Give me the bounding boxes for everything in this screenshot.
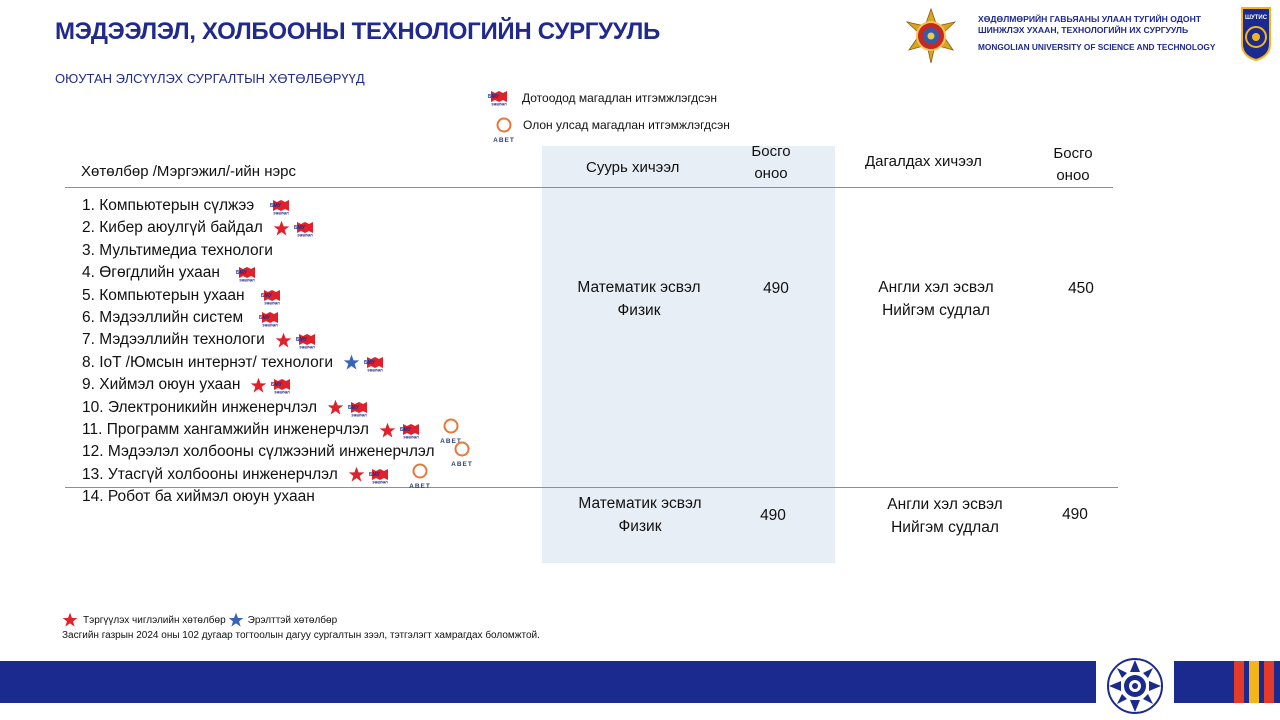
- university-name-line1: ХӨДӨЛМӨРИЙН ГАВЬЯАНЫ УЛААН ТУГИЙН ОДОНТ: [978, 14, 1202, 24]
- mnca-badge-subtext: ЗӨВЛӨЛ: [263, 301, 280, 305]
- header-divider: [65, 187, 1113, 188]
- abet-badge-text: ABET: [493, 137, 515, 144]
- group2-base-score: 490: [760, 507, 786, 524]
- program-name: 14. Робот ба хиймэл оюун ухаан: [82, 488, 315, 506]
- program-row: [82, 464, 477, 491]
- col-header-base-score-line2: оноо: [754, 165, 788, 182]
- mnca-badge-text: БМУ: [488, 94, 499, 100]
- mnca-badge-icon: [234, 265, 260, 289]
- university-name-line2: ШИНЖЛЭХ УХААН, ТЕХНОЛОГИЙН ИХ СУРГУУЛЬ: [978, 25, 1189, 35]
- group2-extra-subject-line1: Англи хэл эсвэл: [887, 496, 1003, 513]
- university-shield-logo: [1240, 6, 1272, 62]
- mnca-badge-icon: [294, 332, 320, 356]
- group1-extra-subject: [866, 276, 1006, 322]
- program-name: 7. Мэдээллийн технологи: [82, 331, 265, 349]
- mnca-badge-subtext: ЗӨВЛӨЛ: [262, 323, 278, 327]
- program-row: [82, 352, 477, 374]
- legend-domestic: [486, 89, 717, 106]
- footer-joint-label: Эрэлттэй хөтөлбөр: [247, 614, 338, 626]
- program-name: 9. Хиймэл оюун ухаан: [82, 376, 241, 394]
- university-emblem-icon: [1104, 655, 1166, 717]
- program-name: 2. Кибер аюулгүй байдал: [82, 219, 263, 237]
- mnca-badge-text: БМУ: [235, 270, 247, 277]
- program-row: [82, 262, 477, 284]
- mnca-badge-text: БМУ: [368, 471, 380, 478]
- group2-base-subject-line2: Физик: [618, 518, 662, 535]
- col-header-program: Хөтөлбөр /Мэргэжил/-ийн нэрс: [81, 163, 297, 180]
- red-star-icon: [62, 612, 78, 628]
- red-star-icon: [327, 399, 344, 416]
- mnca-badge-icon: [268, 198, 294, 222]
- mnca-badge-subtext: ЗӨВЛӨЛ: [297, 233, 313, 238]
- footer-priority-label: Тэргүүлэх чиглэлийн хөтөлбөр: [83, 614, 226, 626]
- program-name: 8. IoT /Юмсын интернэт/ технологи: [82, 353, 334, 371]
- university-medal-icon: [903, 8, 959, 64]
- mnca-badge-icon: [269, 377, 295, 401]
- group2-base-subject-line1: Математик эсвэл: [578, 495, 702, 512]
- blue-star-icon: [228, 612, 244, 628]
- program-name: 4. Өгөгдлийн ухаан: [82, 264, 220, 282]
- mnca-badge-subtext: ЗӨВЛӨЛ: [239, 278, 255, 283]
- program-row: [82, 419, 477, 446]
- program-name: 5. Компьютерын ухаан: [82, 286, 245, 304]
- program-name: 10. Электроникийн инженерчлэл: [82, 398, 318, 416]
- col-header-base: Суурь хичээл: [586, 159, 680, 176]
- red-star-icon: [275, 332, 292, 349]
- mnca-badge-icon: [398, 422, 424, 446]
- program-name: 3. Мультимедиа технологи: [82, 241, 273, 259]
- mnca-badge-subtext: ЗӨВЛӨЛ: [403, 435, 419, 439]
- mnca-badge-icon: [367, 467, 393, 491]
- col-header-extra: Дагалдах хичээл: [865, 153, 982, 170]
- group1-extra-score: 450: [1068, 280, 1094, 297]
- program-name: 11. Программ хангамжийн инженерчлэл: [82, 420, 369, 438]
- legend-international: [489, 116, 730, 144]
- group2-extra-score: 490: [1062, 506, 1088, 523]
- program-name: 12. Мэдээлэл холбооны сүлжээний инженерчлэл: [82, 443, 435, 461]
- red-star-icon: [250, 377, 267, 394]
- abet-badge-icon: [489, 116, 519, 144]
- blue-star-icon: [343, 354, 360, 371]
- red-star-icon: [273, 220, 290, 237]
- group1-base-score: 490: [763, 280, 789, 297]
- program-row: [82, 307, 477, 329]
- program-list: [82, 195, 477, 508]
- program-row: [82, 195, 477, 217]
- page-subtitle: ОЮУТАН ЭЛСҮҮЛЭХ СУРГАЛТЫН ХӨТӨЛБӨРҮҮД: [55, 71, 365, 86]
- program-row: [82, 374, 477, 396]
- program-row: [82, 285, 477, 307]
- col-header-base-score-line1: Босго: [751, 143, 791, 160]
- mnca-badge-icon: [486, 89, 512, 106]
- mnca-badge-subtext: ЗӨВЛӨЛ: [372, 480, 388, 484]
- stripe-red-1: [1234, 661, 1244, 703]
- abet-badge-text: ABET: [450, 460, 473, 468]
- mnca-badge-text: БМУ: [271, 382, 283, 389]
- col-header-extra-score: [1038, 143, 1108, 187]
- mnca-badge-text: БМУ: [270, 203, 282, 209]
- group1-extra-subject-line2: Нийгэм судлал: [882, 302, 990, 319]
- abet-badge-icon: [405, 462, 435, 497]
- bottom-bar: [0, 661, 1280, 703]
- mnca-badge-subtext: ЗӨВЛӨЛ: [274, 390, 291, 395]
- mnca-badge-icon: [292, 220, 318, 244]
- shield-label: ШУТИС: [1244, 15, 1268, 21]
- mnca-badge-text: БМУ: [364, 359, 375, 366]
- program-name: 13. Утасгүй холбооны инженерчлэл: [82, 465, 338, 483]
- group1-extra-subject-line1: Англи хэл эсвэл: [878, 279, 994, 296]
- red-star-icon: [348, 466, 365, 483]
- group2-extra-subject: [875, 493, 1015, 539]
- mnca-badge-subtext: ЗӨВЛӨЛ: [351, 413, 367, 417]
- group2-base-subject: [570, 492, 710, 538]
- group2-extra-subject-line2: Нийгэм судлал: [891, 519, 999, 536]
- mnca-badge-text: БМУ: [259, 314, 271, 321]
- group1-base-subject-line2: Физик: [617, 302, 661, 319]
- program-name: 1. Компьютерын сүлжээ: [82, 197, 255, 214]
- mnca-badge-subtext: ЗӨВЛӨЛ: [367, 368, 383, 372]
- legend-international-label: Олон улсад магадлан итгэмжлэгдсэн: [523, 117, 730, 132]
- mnca-badge-text: БМУ: [348, 404, 359, 411]
- program-name: 6. Мэдээллийн систем: [82, 308, 244, 326]
- red-star-icon: [379, 422, 396, 439]
- group1-base-subject: [572, 276, 706, 322]
- mnca-badge-subtext: ЗӨВЛӨЛ: [491, 102, 507, 106]
- stripe-red-2: [1264, 661, 1274, 703]
- group1-base-subject-line1: Математик эсвэл: [577, 279, 701, 296]
- mnca-badge-subtext: ЗӨВЛӨЛ: [299, 345, 315, 350]
- mnca-badge-icon: [259, 288, 285, 312]
- abet-badge-icon: [447, 440, 477, 475]
- footer-legend: [62, 612, 337, 628]
- abet-badge-text: ABET: [408, 483, 431, 491]
- page-title: МЭДЭЭЛЭЛ, ХОЛБООНЫ ТЕХНОЛОГИЙН СУРГУУЛЬ: [55, 18, 660, 45]
- mnca-badge-subtext: ЗӨВЛӨЛ: [273, 211, 289, 215]
- mnca-badge-icon: [346, 400, 372, 424]
- university-name: [978, 14, 1223, 53]
- col-header-extra-score-line1: Босго: [1053, 145, 1093, 162]
- mnca-badge-icon: [257, 310, 283, 334]
- mnca-badge-icon: [362, 355, 388, 379]
- col-header-extra-score-line2: оноо: [1056, 167, 1090, 184]
- footer-note: Засгийн газрын 2024 оны 102 дугаар тогтоолын дагуу сургалтын зээл, тэтгэлэгт хамрагдах боломжтой.: [62, 630, 540, 641]
- university-name-en: MONGOLIAN UNIVERSITY OF SCIENCE AND TECHNOLOGY: [978, 42, 1216, 52]
- legend-domestic-label: Дотоодод магадлан итгэмжлэгдсэн: [522, 90, 718, 105]
- col-header-base-score: [736, 141, 806, 185]
- program-row: [82, 240, 477, 262]
- mnca-badge-text: БМУ: [260, 292, 272, 299]
- mnca-badge-text: БМУ: [295, 337, 307, 344]
- stripe-yellow: [1249, 661, 1259, 703]
- mnca-badge-text: БМУ: [293, 225, 305, 232]
- abet-badge-text: ABET: [440, 438, 462, 446]
- mnca-badge-text: БМУ: [399, 426, 411, 433]
